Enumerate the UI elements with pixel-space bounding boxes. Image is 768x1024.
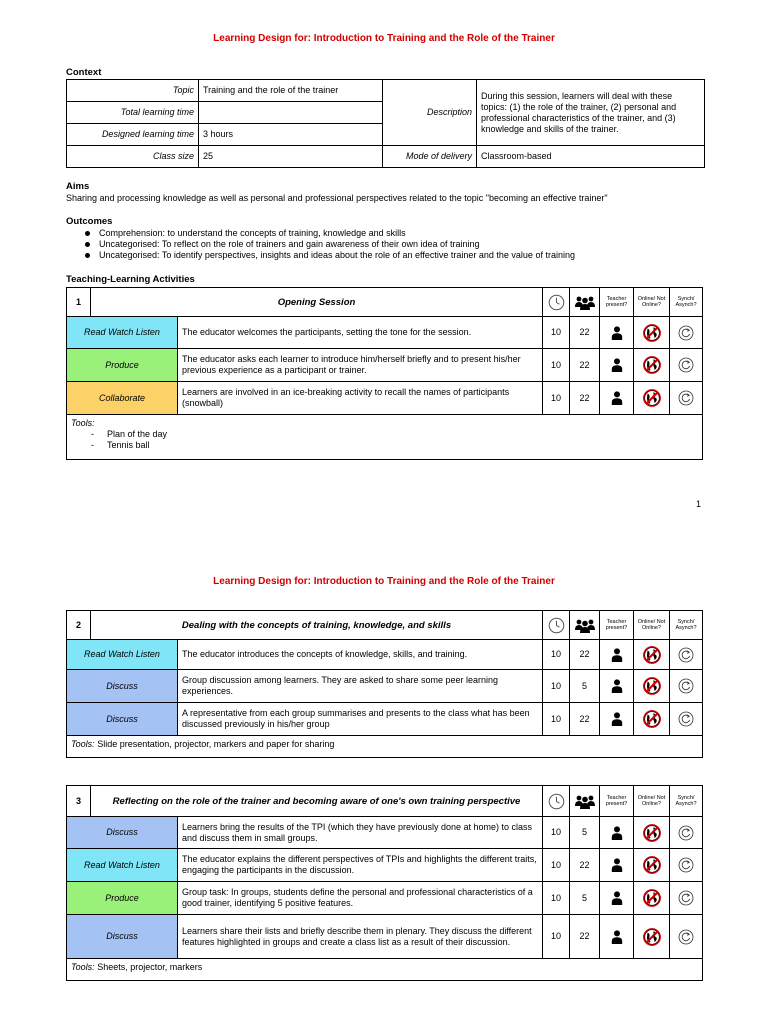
activity-row: [67, 640, 703, 670]
person-icon: [600, 930, 633, 944]
topic-label: Topic: [67, 80, 199, 102]
activity-description: Learners are involved in an ice-breaking activity to recall the names of participants (snowball): [178, 382, 543, 415]
activity-time: 10: [543, 349, 570, 382]
activity-time: 10: [543, 849, 570, 882]
teacher-present-cell: [600, 382, 634, 415]
designed-time-label: Designed learning time: [67, 124, 199, 146]
activity-type: Produce: [67, 882, 178, 915]
session-title: Opening Session: [91, 288, 543, 317]
session-number: 3: [67, 786, 91, 817]
tools-cell: [67, 959, 703, 981]
activity-description: Learners share their lists and briefly describe them in plenary. They discuss the different features highlighted in groups and create a class list as a result of their discussion.: [178, 915, 543, 959]
teacher-present-cell: [600, 670, 634, 703]
online-header: Online/ Not Online?: [634, 786, 670, 817]
session-title: Reflecting on the role of the trainer and becoming aware of one's own training perspective: [91, 786, 543, 817]
teacher-present-header: Teacher present?: [600, 611, 634, 640]
online-header: Online/ Not Online?: [634, 611, 670, 640]
delivery-value: Classroom-based: [477, 146, 705, 168]
activity-time: 10: [543, 882, 570, 915]
activity-group-size: 22: [570, 703, 600, 736]
activity-description: The educator introduces the concepts of knowledge, skills, and training.: [178, 640, 543, 670]
document-title: Learning Design for: Introduction to Training and the Role of the Trainer: [213, 33, 555, 44]
tools-item: - Tennis ball: [71, 440, 698, 451]
time-header: [543, 611, 570, 640]
teacher-present-header: Teacher present?: [600, 786, 634, 817]
activity-row: [67, 817, 703, 849]
tools-label: Tools:: [71, 418, 95, 428]
activity-description: The educator welcomes the participants, setting the tone for the session.: [178, 317, 543, 349]
activity-type: Read Watch Listen: [67, 849, 178, 882]
tools-label: Tools:: [71, 739, 95, 749]
teacher-present-cell: [600, 817, 634, 849]
activity-group-size: 22: [570, 317, 600, 349]
teacher-present-cell: [600, 349, 634, 382]
globe-icon: [634, 677, 669, 695]
sync-icon: [670, 325, 702, 341]
aims-heading: Aims: [66, 181, 90, 192]
synch-cell: [670, 382, 703, 415]
tools-text: Slide presentation, projector, markers and paper for sharing: [97, 739, 335, 749]
clock-icon: [543, 793, 569, 810]
synch-cell: [670, 817, 703, 849]
group-icon: [570, 794, 599, 809]
teacher-present-cell: [600, 317, 634, 349]
outcomes-heading: Outcomes: [66, 216, 113, 227]
sync-icon: [670, 357, 702, 373]
class-size-value: 25: [199, 146, 383, 168]
group-size-header: [570, 288, 600, 317]
tools-item: - Plan of the day: [71, 429, 698, 440]
globe-icon: [634, 889, 669, 907]
online-header: Online/ Not Online?: [634, 288, 670, 317]
activity-row: [67, 670, 703, 703]
activity-group-size: 22: [570, 382, 600, 415]
outcomes-list: [66, 228, 575, 261]
activity-description: Group discussion among learners. They are asked to share some peer learning experiences.: [178, 670, 543, 703]
globe-icon: [634, 856, 669, 874]
synch-cell: [670, 882, 703, 915]
activity-time: 10: [543, 817, 570, 849]
class-size-label: Class size: [67, 146, 199, 168]
time-header: [543, 786, 570, 817]
synch-header: Synch/ Asynch?: [670, 611, 703, 640]
group-size-header: [570, 611, 600, 640]
activity-group-size: 5: [570, 670, 600, 703]
synch-cell: [670, 640, 703, 670]
activity-group-size: 22: [570, 349, 600, 382]
online-cell: [634, 670, 670, 703]
globe-icon: [634, 928, 669, 946]
activity-description: The educator explains the different perspectives of TPIs and highlights the different traits, engaging the participants in the discussion.: [178, 849, 543, 882]
person-icon: [600, 858, 633, 872]
activity-type: Discuss: [67, 670, 178, 703]
activity-description: Group task: In groups, students define the personal and professional characteristics of a good trainer, identifying 5 positive features.: [178, 882, 543, 915]
group-size-header: [570, 786, 600, 817]
sync-icon: [670, 647, 702, 663]
globe-icon: [634, 324, 669, 342]
session-number: 1: [67, 288, 91, 317]
activity-group-size: 22: [570, 915, 600, 959]
activity-type: Read Watch Listen: [67, 640, 178, 670]
activity-row: [67, 915, 703, 959]
activity-group-size: 22: [570, 849, 600, 882]
designed-time-value: 3 hours: [199, 124, 383, 146]
description-label: Description: [383, 80, 477, 146]
activity-description: Learners bring the results of the TPI (which they have previously done at home) to class and discuss them in small groups.: [178, 817, 543, 849]
activity-group-size: 5: [570, 817, 600, 849]
teacher-present-cell: [600, 703, 634, 736]
outcome-item: Comprehension: to understand the concepts of training, knowledge and skills: [66, 228, 575, 239]
tools-label: Tools:: [71, 962, 95, 972]
tools-list: [71, 429, 698, 451]
activity-time: 10: [543, 640, 570, 670]
person-icon: [600, 679, 633, 693]
sync-icon: [670, 825, 702, 841]
globe-icon: [634, 646, 669, 664]
activity-row: [67, 882, 703, 915]
online-cell: [634, 915, 670, 959]
group-icon: [570, 618, 599, 633]
online-cell: [634, 703, 670, 736]
activity-row: [67, 382, 703, 415]
person-icon: [600, 891, 633, 905]
sync-icon: [670, 857, 702, 873]
activity-type: Discuss: [67, 817, 178, 849]
activity-description: The educator asks each learner to introduce him/herself briefly and to present his/her previous experience as a participant or trainer.: [178, 349, 543, 382]
delivery-label: Mode of delivery: [383, 146, 477, 168]
page-number: 1: [696, 499, 702, 509]
person-icon: [600, 826, 633, 840]
teacher-present-cell: [600, 640, 634, 670]
globe-icon: [634, 710, 669, 728]
group-icon: [570, 295, 599, 310]
activity-time: 10: [543, 382, 570, 415]
synch-header: Synch/ Asynch?: [670, 786, 703, 817]
sync-icon: [670, 678, 702, 694]
activity-time: 10: [543, 670, 570, 703]
synch-cell: [670, 670, 703, 703]
clock-icon: [543, 294, 569, 311]
teacher-present-cell: [600, 849, 634, 882]
outcome-item: Uncategorised: To identify perspectives, insights and ideas about the role of an effective trainer and the value of training: [66, 250, 575, 261]
page-2: [0, 548, 768, 1024]
globe-icon: [634, 389, 669, 407]
person-icon: [600, 391, 633, 405]
activity-time: 10: [543, 703, 570, 736]
online-cell: [634, 382, 670, 415]
globe-icon: [634, 824, 669, 842]
online-cell: [634, 817, 670, 849]
activity-group-size: 5: [570, 882, 600, 915]
synch-cell: [670, 317, 703, 349]
synch-header: Synch/ Asynch?: [670, 288, 703, 317]
clock-icon: [543, 617, 569, 634]
activity-row: [67, 849, 703, 882]
sync-icon: [670, 711, 702, 727]
activity-row: [67, 703, 703, 736]
tools-text: Sheets, projector, markers: [97, 962, 203, 972]
teacher-present-header: Teacher present?: [600, 288, 634, 317]
outcome-item: Uncategorised: To reflect on the role of trainers and gain awareness of their own idea of training: [66, 239, 575, 250]
sync-icon: [670, 390, 702, 406]
person-icon: [600, 712, 633, 726]
synch-cell: [670, 849, 703, 882]
online-cell: [634, 317, 670, 349]
session-2-table: [66, 610, 703, 758]
activity-description: A representative from each group summarises and presents to the class what has been discussed previously in his/her group: [178, 703, 543, 736]
synch-cell: [670, 349, 703, 382]
person-icon: [600, 648, 633, 662]
activity-type: Read Watch Listen: [67, 317, 178, 349]
activity-type: Produce: [67, 349, 178, 382]
synch-cell: [670, 703, 703, 736]
session-1-table: [66, 287, 703, 460]
time-header: [543, 288, 570, 317]
synch-cell: [670, 915, 703, 959]
tla-heading: Teaching-Learning Activities: [66, 274, 195, 285]
activity-type: Discuss: [67, 703, 178, 736]
activity-group-size: 22: [570, 640, 600, 670]
context-table: [66, 79, 705, 168]
tools-cell: [67, 736, 703, 758]
session-title: Dealing with the concepts of training, knowledge, and skills: [91, 611, 543, 640]
session-3-table: [66, 785, 703, 981]
online-cell: [634, 882, 670, 915]
aims-text: Sharing and processing knowledge as well as personal and professional perspectives related to the topic "becoming an effective trainer": [66, 193, 608, 203]
activity-row: [67, 317, 703, 349]
sync-icon: [670, 929, 702, 945]
description-value: During this session, learners will deal with these topics: (1) the role of the trainer, (2) personal and professional characteristics of the trainer, and (3) knowledge and skills of the trainer.: [477, 80, 705, 146]
total-time-label: Total learning time: [67, 102, 199, 124]
tools-cell: [67, 415, 703, 460]
activity-type: Discuss: [67, 915, 178, 959]
document-title: Learning Design for: Introduction to Training and the Role of the Trainer: [213, 576, 555, 587]
sync-icon: [670, 890, 702, 906]
activity-row: [67, 349, 703, 382]
person-icon: [600, 326, 633, 340]
total-time-value: [199, 102, 383, 124]
context-heading: Context: [66, 67, 102, 78]
online-cell: [634, 849, 670, 882]
session-number: 2: [67, 611, 91, 640]
topic-value: Training and the role of the trainer: [199, 80, 383, 102]
activity-time: 10: [543, 317, 570, 349]
teacher-present-cell: [600, 882, 634, 915]
globe-icon: [634, 356, 669, 374]
online-cell: [634, 349, 670, 382]
person-icon: [600, 358, 633, 372]
teacher-present-cell: [600, 915, 634, 959]
activity-type: Collaborate: [67, 382, 178, 415]
online-cell: [634, 640, 670, 670]
activity-time: 10: [543, 915, 570, 959]
